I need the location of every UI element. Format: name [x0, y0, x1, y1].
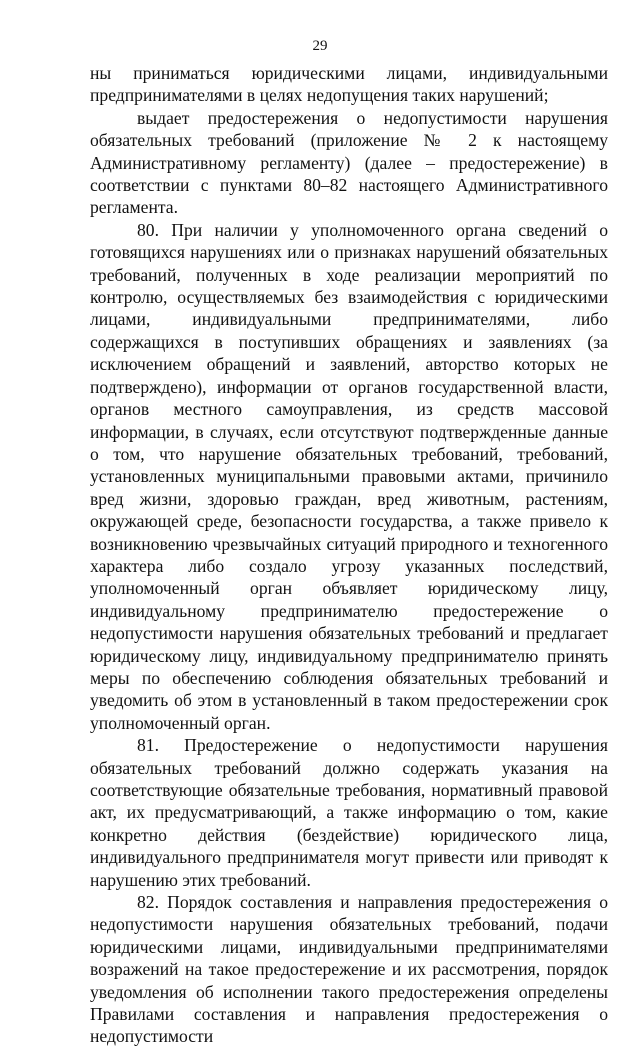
paragraph-continuation: ны приниматься юридическими лицами, индивидуальными предпринимателями в целях недопущения таких нарушений;	[90, 63, 608, 106]
page-number: 29	[312, 38, 328, 54]
paragraph-80: 80. При наличии у уполномоченного органа сведений о готовящихся нарушениях или о признаках нарушений обязательных требований, полученных в ходе реализации мероприятий по контролю, осуществляемых без взаимодействия с юридическими лицами, индивидуальными предпринимателями, либо содержащихся в поступивших обращениях и заявлениях (за исключением обращений и заявлений, авторство которых не подтверждено), информации от органов государственной власти, органов местного самоуправления, из средств массовой информации, в случаях, если отсутствуют подтвержденные данные о том, что нарушение обязательных требований, требований, установленных муниципальными правовыми актами, причинило вред жизни, здоровью граждан, вред животным, растениям, окружающей среде, безопасности государства, а также привело к возникновению чрезвычайных ситуаций природного и техногенного характера либо создало угрозу указанных последствий, уполномоченный орган объявляет юридическому лицу, индивидуальному предпринимателю предостережение о недопустимости нарушения обязательных требований и предлагает юридическому лицу, индивидуальному предпринимателю принять меры по обеспечению соблюдения обязательных требований и уведомить об этом в установленный в таком предостережении срок уполномоченный орган.	[90, 219, 608, 733]
document-body	[90, 62, 608, 1048]
paragraph-82: 82. Порядок составления и направления предостережения о недопустимости нарушения обязательных требований, подачи юридическими лицами, индивидуальными предпринимателями возражений на такое предостережение и их рассмотрения, порядок уведомления об исполнении такого предостережения определены Правилами составления и направления предостережения о недопустимости	[90, 892, 608, 1047]
paragraph-81: 81. Предостережение о недопустимости нарушения обязательных требований должно содержать указания на соответствующие обязательные требования, нормативный правовой акт, их предусматривающий, а также информацию о том, какие конкретно действия (бездействие) юридического лица, индивидуального предпринимателя могут привести или приводят к нарушению этих требований.	[90, 735, 608, 890]
paragraph-warning-issuance: выдает предостережения о недопустимости нарушения обязательных требований (приложение № 2 к настоящему Административному регламенту) (далее – предостережение) в соответствии с пунктами 80–82 настоящего Административного регламента.	[90, 107, 608, 218]
